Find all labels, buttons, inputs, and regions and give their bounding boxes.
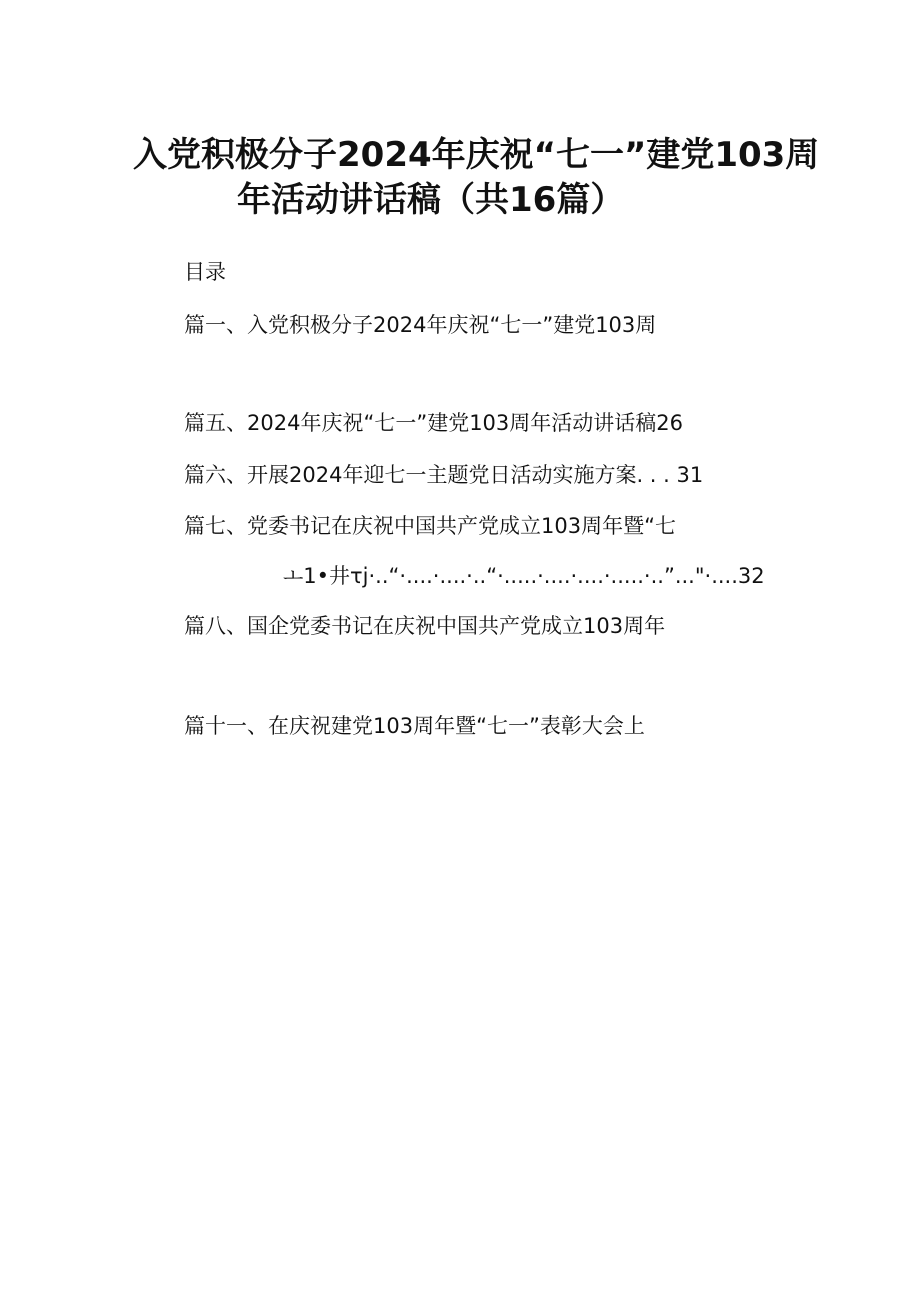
toc-entry: 篇七、党委书记在庆祝中国共产党成立103周年暨“七 <box>184 514 676 538</box>
toc-entry: 篇六、开展2024年迎七一主题党日活动实施方案. . . 31 <box>184 463 704 487</box>
toc-entry: 篇八、国企党委书记在庆祝中国共产党成立103周年 <box>184 614 666 638</box>
document-title-line-2: 年活动讲话稿（共16篇） <box>237 180 625 220</box>
toc-entry: 篇十一、在庆祝建党103周年暨“七一”表彰大会上 <box>184 714 645 738</box>
toc-entry: 篇五、2024年庆祝“七一”建党103周年活动讲话稿26 <box>184 411 684 435</box>
toc-heading: 目录 <box>184 260 226 284</box>
toc-entry-continuation: ㅗ1•井τj·..“·....·....·..“·.....·....·....·.....·..”..."·....32 <box>283 564 765 588</box>
toc-entry: 篇一、入党积极分子2024年庆祝“七一”建党103周 <box>184 313 657 337</box>
document-title-line-1: 入党积极分子2024年庆祝“七一”建党103周 <box>133 135 820 175</box>
